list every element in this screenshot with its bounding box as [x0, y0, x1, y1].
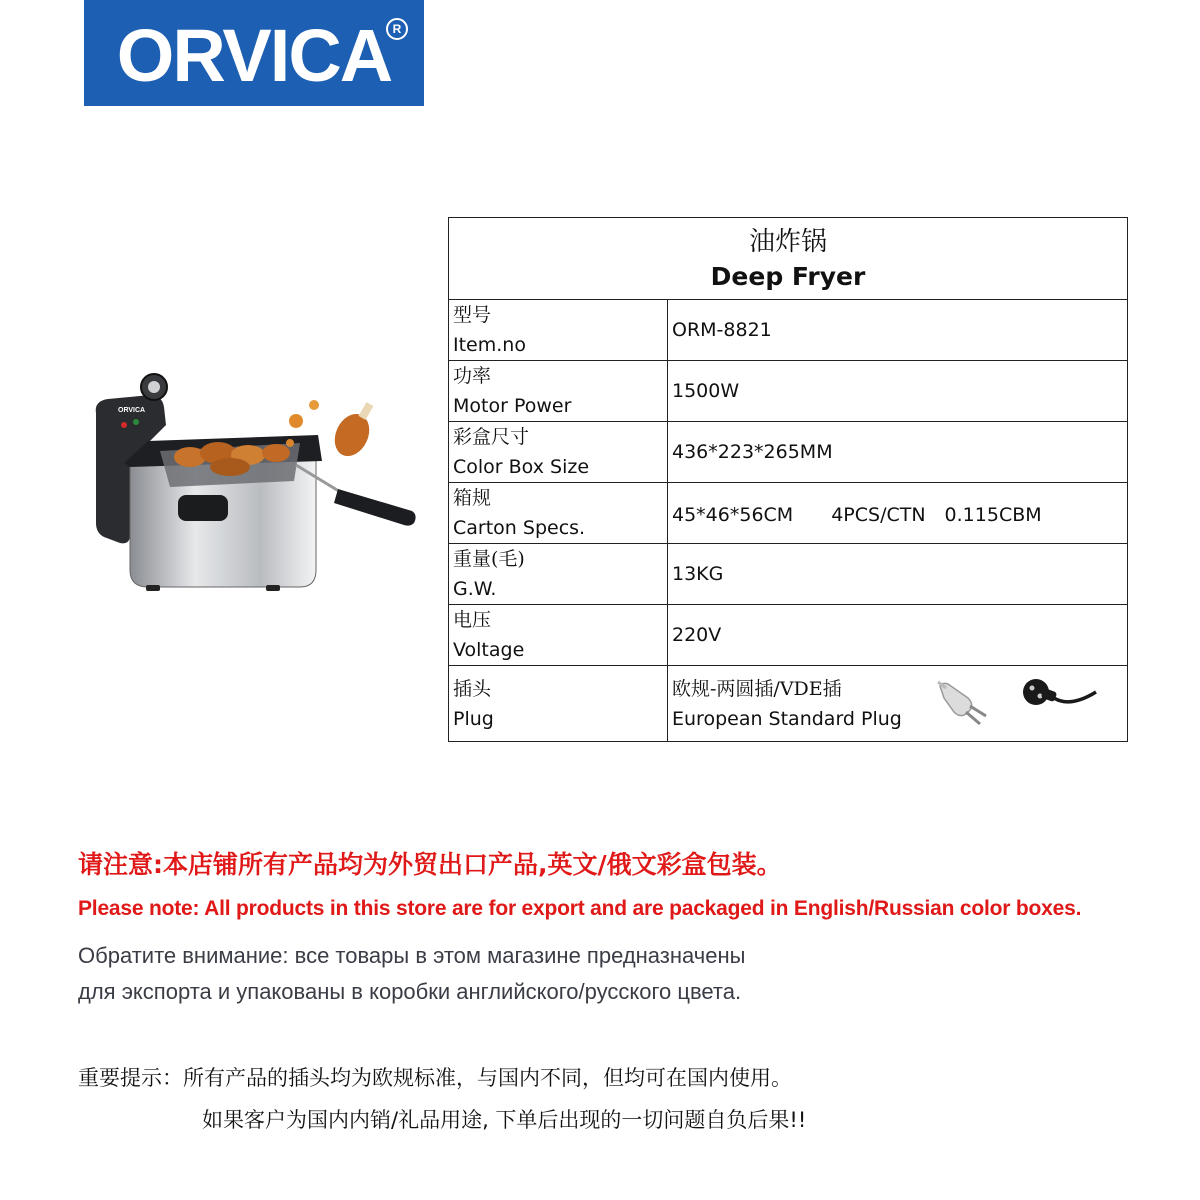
- spec-table: [448, 217, 1128, 742]
- brand-logo: [84, 0, 424, 106]
- spec-label-en: Plug: [453, 707, 494, 730]
- spec-label-en: Item.no: [453, 334, 526, 356]
- spec-label-cn: 电压: [453, 609, 492, 631]
- notice-ru: [78, 938, 745, 1010]
- spec-row: [449, 422, 1128, 483]
- spec-label: [449, 605, 668, 666]
- spec-label-cn: 箱规: [453, 487, 492, 509]
- notice-ru-line2: для экспорта и упакованы в коробки английского/русского цвета.: [78, 979, 742, 1004]
- spec-value: 1500W: [668, 361, 1128, 422]
- important-notice-1: 重要提示：所有产品的插头均为欧规标准，与国内不同，但均可在国内使用。: [78, 1066, 792, 1090]
- spec-value: 436*223*265MM: [668, 422, 1128, 483]
- fryer-brand-label: ORVICA: [118, 407, 146, 414]
- spec-row: [449, 605, 1128, 666]
- spec-label: [449, 361, 668, 422]
- spec-row: [449, 544, 1128, 605]
- spec-value-plug: [668, 666, 1128, 742]
- spec-value: 45*46*56CM 4PCS/CTN 0.115CBM: [668, 483, 1128, 544]
- spec-value: ORM-8821: [668, 300, 1128, 361]
- spec-label: [449, 544, 668, 605]
- notice-en: Please note: All products in this store are for export and are packaged in English/Russian color boxes.: [78, 897, 1082, 920]
- spec-row: [449, 361, 1128, 422]
- spec-label-en: Voltage: [453, 639, 525, 661]
- brand-name: ORVICA: [116, 14, 392, 97]
- plug-value-en: European Standard Plug: [672, 707, 902, 730]
- spec-value: 13KG: [668, 544, 1128, 605]
- vde-plug-icon: [1020, 672, 1100, 722]
- spec-label-cn: 彩盒尺寸: [453, 426, 530, 448]
- spec-label-cn: 重量(毛): [453, 548, 525, 570]
- important-notice-2: 如果客户为国内内销/礼品用途, 下单后出现的一切问题自负后果!!: [202, 1108, 807, 1132]
- plug-value-cn: 欧规-两圆插/VDE插: [672, 677, 842, 700]
- spec-row: [449, 483, 1128, 544]
- spec-label: [449, 666, 668, 742]
- spec-title: [449, 218, 1128, 300]
- spec-label-en: Carton Specs.: [453, 517, 586, 539]
- spec-value: 220V: [668, 605, 1128, 666]
- spec-label-cn: 功率: [453, 365, 492, 387]
- spec-row-plug: [449, 666, 1128, 742]
- spec-label: [449, 483, 668, 544]
- registered-mark: R: [386, 18, 408, 40]
- spec-title-en: Deep Fryer: [710, 261, 866, 291]
- spec-row: [449, 300, 1128, 361]
- euro-plug-icon: [936, 678, 996, 738]
- spec-label-en: G.W.: [453, 578, 497, 600]
- spec-label-en: Motor Power: [453, 395, 572, 417]
- spec-label: [449, 422, 668, 483]
- spec-label-cn: 型号: [453, 304, 492, 326]
- spec-label-cn: 插头: [453, 677, 492, 700]
- notice-cn: 请注意:本店铺所有产品均为外贸出口产品,英文/俄文彩盒包装。: [78, 850, 782, 879]
- spec-label: [449, 300, 668, 361]
- spec-title-cn: 油炸锅: [748, 226, 827, 257]
- deep-fryer-image: [90, 365, 420, 595]
- notice-ru-line1: Обратите внимание: все товары в этом магазине предназначены: [78, 943, 746, 968]
- spec-label-en: Color Box Size: [453, 456, 590, 478]
